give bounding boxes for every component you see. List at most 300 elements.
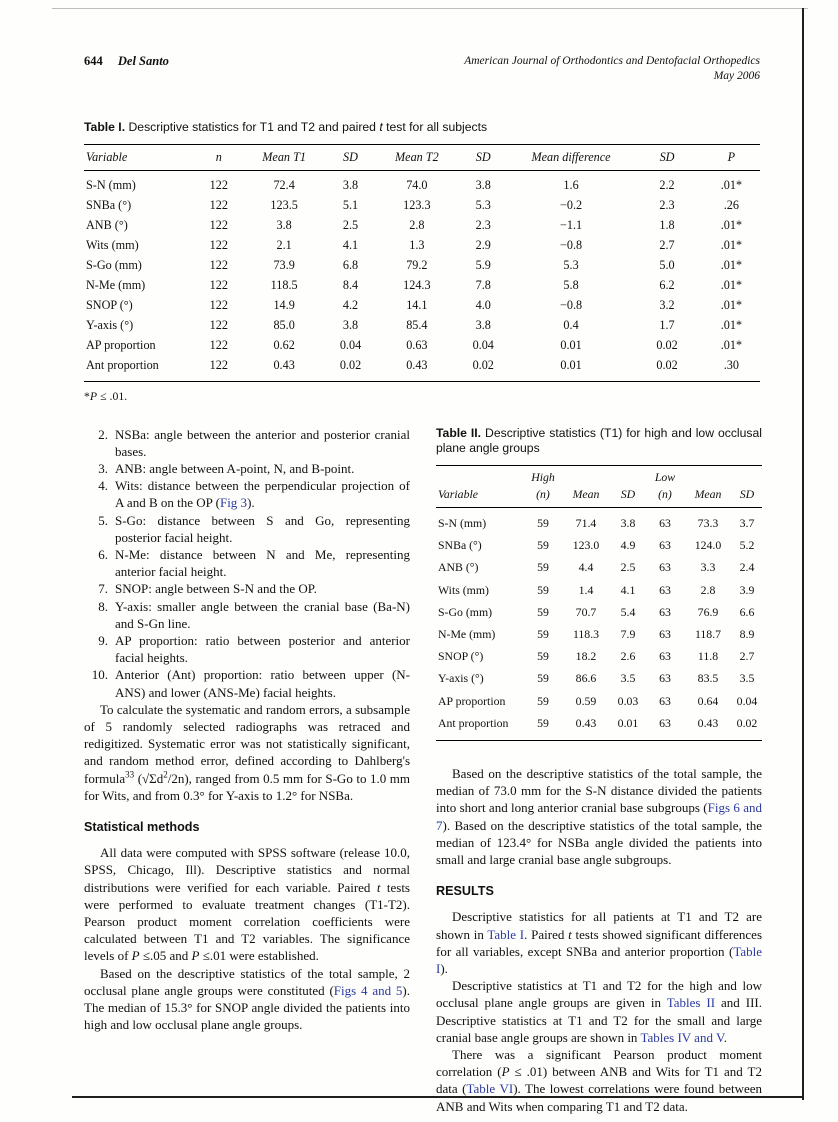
table-cell: S-N (mm) — [86, 177, 136, 192]
table2 — [436, 465, 762, 741]
table-cell: 63 — [659, 582, 671, 597]
table1-body — [84, 170, 760, 381]
list-number: 4. — [98, 478, 108, 494]
column-header: Mean T2 — [395, 149, 439, 164]
table-cell: 0.02 — [656, 337, 678, 352]
paragraph-method-error — [84, 701, 410, 804]
table-cell: 3.2 — [659, 297, 675, 312]
table-cell: .01* — [720, 177, 743, 192]
table-cell: 2.6 — [620, 649, 636, 664]
table-row — [84, 215, 760, 235]
table-cell: 6.2 — [659, 277, 675, 292]
table-row — [84, 170, 760, 195]
table-cell: S-N (mm) — [438, 515, 487, 530]
column-header: SD — [739, 486, 755, 501]
table-cell: .30 — [723, 357, 739, 372]
text-segment: There was a significant Pearson product moment correlation ( — [436, 1046, 762, 1080]
table-row — [436, 535, 762, 557]
two-column-body — [84, 425, 763, 1115]
table-cell: 0.04 — [339, 337, 362, 352]
text-segment: . — [723, 1029, 727, 1045]
cross-reference-link[interactable]: Table I — [436, 943, 762, 976]
paragraph-spss — [84, 844, 410, 964]
table-row — [436, 601, 762, 623]
column-header: High — [531, 469, 555, 484]
text-segment: To calculate the systematic and random errors, a subsample of 5 randomly selected radiographs was retraced and redigitized. Systematic error was not statistically significant, and random method error, defined according to Dahlberg's formula — [84, 701, 410, 786]
table-cell: −0.8 — [559, 297, 583, 312]
table-cell: 0.01 — [617, 715, 639, 730]
table-cell: 3.3 — [700, 560, 716, 575]
text-segment: ). Based on the descriptive statistics of the total sample, the median of 123.4° for NSBa angle divided the patients into small and large cranial base angle subgroups. — [436, 817, 762, 867]
table-cell: 63 — [659, 626, 671, 641]
definition-list-item — [84, 426, 410, 460]
table-row — [436, 623, 762, 645]
table-cell: Wits (mm) — [438, 582, 489, 597]
table-cell: 0.02 — [736, 715, 758, 730]
running-author: Del Santo — [117, 54, 169, 68]
list-number: 7. — [98, 581, 108, 597]
table1-footnote — [84, 389, 760, 404]
cross-reference-link[interactable]: Figs 6 and 7 — [436, 800, 763, 833]
table-cell: 2.3 — [659, 197, 675, 212]
table-cell: 83.5 — [697, 671, 719, 686]
table-cell: 14.1 — [406, 297, 428, 312]
table-cell: Y-axis (°) — [438, 671, 484, 686]
paragraph-median-split — [436, 765, 762, 868]
list-number: 9. — [98, 632, 108, 648]
table-cell: 0.02 — [656, 357, 678, 372]
table-cell: .01* — [720, 297, 743, 312]
table-cell: N-Me (mm) — [86, 277, 146, 292]
table-cell: AP proportion — [438, 693, 506, 708]
table2-group-row — [436, 465, 762, 486]
table-cell: Ant proportion — [438, 715, 509, 730]
table-cell: 59 — [537, 715, 549, 730]
text-segment: Based on the descriptive statistics of the total sample, 2 occlusal plane angle groups were constituted ( — [84, 965, 410, 998]
text-segment: tests were performed to evaluate treatment changes (T1-T2). Pearson product moment correlation coefficients were calculated between T1 and T2 variables. The significance levels of — [84, 879, 410, 964]
table-cell: 4.1 — [620, 582, 636, 597]
column-header: n — [215, 149, 222, 164]
table-cell: 0.01 — [560, 357, 582, 372]
table-cell: ANB (°) — [86, 217, 128, 232]
table-cell: 122 — [209, 337, 228, 352]
table-cell: 4.1 — [342, 237, 359, 252]
text-segment: Wits: distance between the perpendicular projection of A and B on the OP ( — [115, 478, 410, 511]
table-cell: 63 — [659, 671, 671, 686]
table-cell: 59 — [537, 582, 549, 597]
right-column — [436, 426, 762, 1115]
table-cell: 59 — [537, 626, 549, 641]
table-cell: 59 — [537, 671, 549, 686]
table-row — [84, 315, 760, 335]
text-segment: S-Go: distance between S and Go, representing posterior facial height. — [115, 512, 410, 545]
column-header — [732, 465, 762, 486]
definition-list-item — [84, 477, 410, 511]
table-cell: Wits (mm) — [86, 237, 139, 252]
table-cell: 72.4 — [273, 177, 295, 192]
table-cell: 1.6 — [563, 177, 579, 192]
table-cell: 85.4 — [406, 317, 428, 332]
table-cell: SNOP (°) — [438, 649, 484, 664]
paragraph-occlusal-groups — [84, 965, 410, 1034]
list-number: 10. — [91, 667, 108, 683]
column-header: Low — [654, 469, 676, 484]
table1-header-row — [84, 144, 760, 170]
table-cell: Ant proportion — [86, 357, 159, 372]
list-text — [115, 666, 410, 700]
table-cell: −0.8 — [559, 237, 583, 252]
table-cell: 2.8 — [409, 217, 425, 232]
column-header: Variable — [86, 149, 128, 164]
paragraph-results-2 — [436, 977, 762, 1046]
table-cell: 0.02 — [472, 357, 494, 372]
table-cell: 2.7 — [659, 237, 675, 252]
table-cell: 118.3 — [572, 626, 600, 641]
text-segment: ANB: angle between A-point, N, and B-point. — [115, 460, 355, 476]
text-segment: ). The lowest correlations were found between ANB and Wits when comparing T1 and T2 data. — [436, 1081, 763, 1114]
cross-reference-link[interactable]: Table I — [487, 926, 525, 942]
column-header: SD — [343, 149, 358, 164]
table-cell: 122 — [209, 257, 228, 272]
definition-list-item — [84, 512, 410, 546]
table-row — [84, 275, 760, 295]
table1-section — [84, 120, 760, 404]
table-cell: .01* — [720, 317, 743, 332]
table-cell: 3.5 — [739, 671, 755, 686]
definition-list — [84, 426, 410, 701]
table-cell: 7.8 — [475, 277, 491, 292]
table-cell: 1.8 — [659, 217, 675, 232]
table-cell: 0.63 — [406, 337, 428, 352]
text-segment: Descriptive statistics at T1 and T2 for the high and low occlusal plane angle groups are given in — [436, 978, 762, 1011]
table-cell: 1.4 — [578, 582, 594, 597]
table-row — [436, 712, 762, 740]
text-segment: ). The median of 15.3° for SNOP angle divided the patients into high and low occlusal plane angle groups. — [84, 982, 410, 1033]
table-cell: 5.3 — [475, 197, 491, 212]
table-cell: 7.9 — [620, 626, 636, 641]
table2-label: Table II. — [436, 425, 482, 440]
table-cell: 118.7 — [694, 626, 722, 641]
text-segment: 2 — [163, 769, 168, 780]
table-cell: 2.8 — [700, 582, 716, 597]
table-cell: 74.0 — [406, 177, 428, 192]
table-row — [84, 355, 760, 381]
table-cell: N-Me (mm) — [438, 626, 496, 641]
table-cell: 63 — [659, 693, 671, 708]
text-segment: 33 — [125, 769, 135, 780]
cross-reference-link[interactable]: Figs 4 and 5 — [333, 982, 403, 998]
table-cell: 0.43 — [406, 357, 428, 372]
text-segment: Based on the descriptive statistics of the total sample, the median of 73.0 mm for the S-N distance divided the patients into short and long anterior cranial base subgroups ( — [436, 765, 762, 816]
table-row — [84, 295, 760, 315]
column-header: Mean T1 — [262, 149, 306, 164]
table-cell: 2.3 — [475, 217, 491, 232]
table-cell: 122 — [209, 177, 228, 192]
text-segment: ≤.05 and — [139, 948, 192, 964]
table-cell: 0.03 — [617, 693, 639, 708]
column-header: Mean difference — [531, 149, 611, 164]
definition-list-item — [84, 580, 410, 597]
text-segment: ). — [247, 495, 255, 511]
text-segment: Y-axis: smaller angle between the cranial base (Ba-N) and S-Gn line. — [115, 598, 410, 631]
table2-title: Descriptive statistics (T1) for high and low occlusal plane angle groups — [436, 425, 762, 455]
table-cell: 3.8 — [620, 515, 636, 530]
table-cell: 2.4 — [739, 560, 755, 575]
running-header — [84, 54, 760, 84]
table1-header — [84, 144, 760, 170]
column-header: Variable — [438, 486, 478, 501]
table-row — [436, 507, 762, 534]
table-cell: .01* — [720, 277, 743, 292]
text-segment: ≤.01 were established. — [199, 948, 319, 964]
table-cell: .01* — [720, 337, 743, 352]
table-cell: S-Go (mm) — [438, 604, 493, 619]
issue-date: May 2006 — [713, 70, 760, 82]
text-segment: ≤ .01) between ANB and Wits for T1 and T2 data ( — [436, 1064, 762, 1097]
table-cell: 5.4 — [620, 604, 636, 619]
text-segment: Descriptive statistics for all patients at T1 and T2 are shown in — [436, 909, 762, 942]
table2-body — [436, 507, 762, 740]
table-cell: 0.64 — [697, 693, 719, 708]
table-cell: 123.5 — [270, 197, 298, 212]
text-segment: (√Σd — [134, 770, 164, 786]
table-cell: −0.2 — [559, 197, 583, 212]
table-cell: 85.0 — [273, 317, 295, 332]
table-cell: 8.4 — [342, 277, 359, 292]
text-segment: ≤ .01. — [97, 388, 128, 403]
definition-list-item — [84, 460, 410, 477]
list-text — [115, 477, 410, 511]
column-header: SD — [475, 149, 491, 164]
table-cell: 4.2 — [342, 297, 359, 312]
table2-caption — [436, 426, 762, 457]
journal-name: American Journal of Orthodontics and Dentofacial Orthopedics — [464, 55, 760, 67]
text-segment: /2n), ranged from 0.5 mm for S-Go to 1.0 mm for Wits, and from 0.3° for Y-axis to 1.2° for NSBa. — [84, 770, 410, 803]
table-cell: −1.1 — [559, 217, 583, 232]
table-cell: 5.9 — [475, 257, 491, 272]
table-row — [84, 255, 760, 275]
table-cell: 2.7 — [739, 649, 755, 664]
table-cell: 118.5 — [270, 277, 298, 292]
paragraph-results-1 — [436, 908, 762, 977]
table-cell: 0.4 — [563, 317, 579, 332]
table-cell: 71.4 — [575, 515, 597, 530]
table-cell: 4.0 — [475, 297, 491, 312]
list-text — [115, 512, 410, 546]
text-segment: * — [84, 388, 90, 403]
text-segment: and III. Descriptive statistics at T1 and T2 for the small and large cranial base angle groups are shown in — [436, 995, 763, 1045]
table-cell: 63 — [659, 515, 671, 530]
table-cell: 59 — [537, 538, 549, 553]
table1 — [84, 144, 760, 382]
text-segment: P — [89, 388, 98, 403]
definition-list-item — [84, 632, 410, 666]
table-row — [436, 690, 762, 712]
table-cell: 123.3 — [403, 197, 431, 212]
heading-results: RESULTS — [436, 884, 494, 899]
list-number: 6. — [98, 546, 108, 562]
table-cell: 6.6 — [739, 604, 755, 619]
column-header — [684, 465, 732, 486]
table-cell: 5.2 — [739, 538, 755, 553]
table-cell: 124.0 — [694, 538, 722, 553]
left-column — [84, 426, 410, 1115]
column-header — [436, 465, 524, 486]
table-cell: 0.04 — [472, 337, 494, 352]
table-cell: 59 — [537, 693, 549, 708]
table-cell: .26 — [723, 197, 739, 212]
table-cell: 1.7 — [659, 317, 675, 332]
page-number: 644 — [84, 54, 103, 68]
table-row — [436, 557, 762, 579]
table-cell: SNOP (°) — [86, 297, 133, 312]
table-cell: SNBa (°) — [438, 538, 482, 553]
list-number: 8. — [98, 598, 108, 614]
list-text — [115, 632, 410, 666]
table-cell: 3.9 — [739, 582, 755, 597]
list-text — [115, 598, 410, 632]
table-cell: 59 — [537, 560, 549, 575]
table-row — [436, 668, 762, 690]
running-header-right — [464, 54, 760, 84]
table-cell: 63 — [659, 538, 671, 553]
column-header: Mean — [694, 486, 722, 501]
list-text — [115, 426, 410, 460]
list-number: 2. — [98, 426, 108, 442]
definition-list-item — [84, 546, 410, 580]
table-cell: 3.8 — [276, 217, 292, 232]
text-segment: P — [191, 948, 200, 964]
table-cell: 3.8 — [342, 177, 359, 192]
table-cell: 122 — [209, 317, 228, 332]
table-cell: 5.0 — [659, 257, 675, 272]
table-cell: 0.04 — [736, 693, 758, 708]
table-cell: 59 — [537, 604, 549, 619]
table-cell: 0.02 — [339, 357, 362, 372]
table-cell: 79.2 — [406, 257, 428, 272]
table-cell: .01* — [720, 237, 743, 252]
table-cell: 2.1 — [276, 237, 292, 252]
table-cell: 122 — [209, 357, 228, 372]
table-cell: 0.43 — [273, 357, 295, 372]
table-cell: 70.7 — [575, 604, 597, 619]
text-segment: t — [379, 120, 383, 134]
table-cell: 8.9 — [739, 626, 755, 641]
table-cell: 73.9 — [273, 257, 295, 272]
table-cell: 11.8 — [697, 649, 719, 664]
table-cell: 3.5 — [620, 671, 636, 686]
table1-title — [128, 120, 487, 134]
table-cell: 3.8 — [342, 317, 359, 332]
cross-reference-link[interactable]: Table VI — [466, 1081, 514, 1097]
column-header — [610, 465, 646, 486]
table-row — [84, 235, 760, 255]
table-cell: 2.5 — [620, 560, 636, 575]
table-cell: AP proportion — [86, 337, 156, 352]
table-cell: 2.5 — [342, 217, 359, 232]
text-segment: test for all subjects — [382, 120, 488, 134]
table2-section — [436, 426, 762, 741]
table-cell: 0.43 — [697, 715, 719, 730]
text-segment: P — [501, 1064, 510, 1080]
text-segment: tests showed significant differences for all variables, except SNBa and anterior proportion ( — [436, 926, 762, 959]
list-number: 3. — [98, 460, 108, 476]
table-row — [436, 579, 762, 601]
table-cell: 122 — [209, 277, 228, 292]
table-cell: SNBa (°) — [86, 197, 132, 212]
list-number: 5. — [98, 512, 108, 528]
text-segment: Anterior (Ant) proportion: ratio between upper (N-ANS) and lower (ANS-Me) facial heights. — [115, 667, 410, 700]
list-text — [115, 546, 410, 580]
table-cell: 5.3 — [563, 257, 579, 272]
running-header-left — [84, 54, 169, 69]
table-cell: 2.9 — [475, 237, 491, 252]
table-cell: 14.9 — [273, 297, 295, 312]
table-cell: 122 — [209, 237, 228, 252]
table-cell: 59 — [537, 515, 549, 530]
table-cell: 63 — [659, 560, 671, 575]
column-header: SD — [659, 149, 675, 164]
text-segment: N-Me: distance between N and Me, representing anterior facial height. — [115, 546, 410, 580]
cross-reference-link[interactable]: Tables II — [666, 995, 716, 1011]
table-cell: 0.62 — [273, 337, 295, 352]
heading-statistical-methods: Statistical methods — [84, 819, 200, 834]
table-cell: 63 — [659, 715, 671, 730]
column-header: Mean — [572, 486, 600, 501]
table-cell: 2.2 — [659, 177, 675, 192]
table1-label: Table I. — [84, 120, 126, 134]
column-header: SD — [620, 486, 636, 501]
table-cell: 124.3 — [403, 277, 431, 292]
table-cell: 123.0 — [572, 538, 600, 553]
table2-header-row — [436, 486, 762, 508]
table-row — [84, 195, 760, 215]
text-segment: P — [131, 948, 140, 964]
table-cell: 86.6 — [575, 671, 597, 686]
table-cell: 3.7 — [739, 515, 755, 530]
table-cell: S-Go (mm) — [86, 257, 142, 272]
table-cell: 59 — [537, 649, 549, 664]
table-cell: 3.8 — [475, 177, 491, 192]
cross-reference-link[interactable]: Fig 3 — [219, 495, 248, 511]
text-segment: . Paired — [524, 926, 569, 942]
table-cell: .01* — [720, 217, 743, 232]
table-cell: 1.3 — [409, 237, 425, 252]
cross-reference-link[interactable]: Tables IV and V — [640, 1029, 724, 1045]
table-cell: 3.8 — [475, 317, 491, 332]
table-cell: 122 — [209, 217, 228, 232]
column-header: P — [727, 149, 736, 164]
table2-header — [436, 465, 762, 507]
table-cell: 6.8 — [342, 257, 359, 272]
column-header: (n) — [658, 486, 672, 501]
table-cell: 0.01 — [560, 337, 582, 352]
table-cell: 63 — [659, 604, 671, 619]
table-cell: 122 — [209, 197, 228, 212]
table-row — [84, 335, 760, 355]
table-cell: .01* — [720, 257, 743, 272]
table-cell: 0.59 — [575, 693, 597, 708]
text-segment: Descriptive statistics for T1 and T2 and paired — [128, 120, 380, 134]
table-cell: 4.9 — [620, 538, 636, 553]
list-text — [115, 460, 410, 477]
text-segment: AP proportion: ratio between posterior and anterior facial heights. — [115, 632, 410, 666]
table-cell: 5.8 — [563, 277, 579, 292]
text-segment: ). — [440, 960, 448, 976]
table-cell: ANB (°) — [438, 560, 479, 575]
text-segment: NSBa: angle between the anterior and posterior cranial bases. — [115, 426, 410, 459]
list-text — [115, 580, 410, 597]
